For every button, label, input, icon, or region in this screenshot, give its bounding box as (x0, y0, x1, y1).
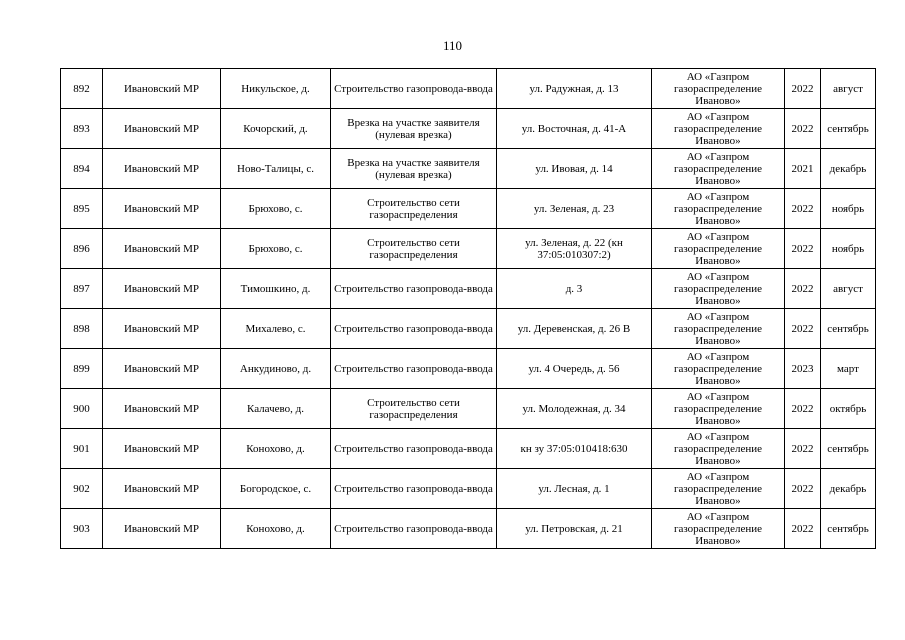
address-cell: ул. Лесная, д. 1 (497, 469, 652, 509)
settlement-cell: Анкудиново, д. (221, 349, 331, 389)
row-number-cell: 900 (61, 389, 103, 429)
work-type-cell: Строительство сети газораспределения (331, 229, 497, 269)
district-cell: Ивановский МР (103, 389, 221, 429)
address-cell: ул. Деревенская, д. 26 В (497, 309, 652, 349)
address-cell: кн зу 37:05:010418:630 (497, 429, 652, 469)
row-number-cell: 897 (61, 269, 103, 309)
row-number-cell: 894 (61, 149, 103, 189)
work-type-cell: Строительство газопровода-ввода (331, 469, 497, 509)
district-cell: Ивановский МР (103, 429, 221, 469)
settlement-cell: Конохово, д. (221, 509, 331, 549)
month-cell: декабрь (821, 469, 876, 509)
work-type-cell: Врезка на участке заявителя (нулевая врезка) (331, 149, 497, 189)
district-cell: Ивановский МР (103, 309, 221, 349)
settlement-cell: Ново-Талицы, с. (221, 149, 331, 189)
row-number-cell: 898 (61, 309, 103, 349)
district-cell: Ивановский МР (103, 469, 221, 509)
work-type-cell: Строительство газопровода-ввода (331, 509, 497, 549)
month-cell: март (821, 349, 876, 389)
year-cell: 2022 (785, 509, 821, 549)
organization-cell: АО «Газпром газораспределение Иваново» (652, 229, 785, 269)
table-row (61, 509, 876, 549)
year-cell: 2022 (785, 469, 821, 509)
year-cell: 2022 (785, 189, 821, 229)
district-cell: Ивановский МР (103, 109, 221, 149)
work-type-cell: Строительство газопровода-ввода (331, 349, 497, 389)
settlement-cell: Кочорский, д. (221, 109, 331, 149)
work-type-cell: Строительство сети газораспределения (331, 389, 497, 429)
month-cell: сентябрь (821, 309, 876, 349)
year-cell: 2022 (785, 229, 821, 269)
address-cell: ул. Зеленая, д. 23 (497, 189, 652, 229)
settlement-cell: Тимошкино, д. (221, 269, 331, 309)
month-cell: сентябрь (821, 429, 876, 469)
year-cell: 2021 (785, 149, 821, 189)
row-number-cell: 901 (61, 429, 103, 469)
work-type-cell: Строительство газопровода-ввода (331, 69, 497, 109)
year-cell: 2022 (785, 389, 821, 429)
row-number-cell: 892 (61, 69, 103, 109)
district-cell: Ивановский МР (103, 509, 221, 549)
work-type-cell: Строительство газопровода-ввода (331, 269, 497, 309)
row-number-cell: 902 (61, 469, 103, 509)
month-cell: ноябрь (821, 229, 876, 269)
work-type-cell: Строительство сети газораспределения (331, 189, 497, 229)
month-cell: ноябрь (821, 189, 876, 229)
settlement-cell: Конохово, д. (221, 429, 331, 469)
work-type-cell: Врезка на участке заявителя (нулевая врезка) (331, 109, 497, 149)
organization-cell: АО «Газпром газораспределение Иваново» (652, 469, 785, 509)
month-cell: октябрь (821, 389, 876, 429)
organization-cell: АО «Газпром газораспределение Иваново» (652, 149, 785, 189)
address-cell: ул. 4 Очередь, д. 56 (497, 349, 652, 389)
table-body (61, 69, 876, 549)
page-number: 110 (442, 38, 463, 53)
row-number-cell: 893 (61, 109, 103, 149)
month-cell: декабрь (821, 149, 876, 189)
table-row (61, 69, 876, 109)
settlement-cell: Богородское, с. (221, 469, 331, 509)
district-cell: Ивановский МР (103, 189, 221, 229)
settlement-cell: Брюхово, с. (221, 229, 331, 269)
table-row (61, 429, 876, 469)
address-cell: ул. Восточная, д. 41-А (497, 109, 652, 149)
district-cell: Ивановский МР (103, 269, 221, 309)
row-number-cell: 896 (61, 229, 103, 269)
table-row (61, 149, 876, 189)
year-cell: 2022 (785, 429, 821, 469)
organization-cell: АО «Газпром газораспределение Иваново» (652, 429, 785, 469)
district-cell: Ивановский МР (103, 69, 221, 109)
month-cell: сентябрь (821, 509, 876, 549)
table-row (61, 309, 876, 349)
district-cell: Ивановский МР (103, 229, 221, 269)
organization-cell: АО «Газпром газораспределение Иваново» (652, 309, 785, 349)
year-cell: 2022 (785, 309, 821, 349)
address-cell: ул. Ивовая, д. 14 (497, 149, 652, 189)
year-cell: 2023 (785, 349, 821, 389)
settlement-cell: Калачево, д. (221, 389, 331, 429)
year-cell: 2022 (785, 69, 821, 109)
settlement-cell: Никульское, д. (221, 69, 331, 109)
organization-cell: АО «Газпром газораспределение Иваново» (652, 509, 785, 549)
address-cell: ул. Петровская, д. 21 (497, 509, 652, 549)
work-type-cell: Строительство газопровода-ввода (331, 429, 497, 469)
district-cell: Ивановский МР (103, 349, 221, 389)
year-cell: 2022 (785, 109, 821, 149)
table-row (61, 229, 876, 269)
settlement-cell: Михалево, с. (221, 309, 331, 349)
year-cell: 2022 (785, 269, 821, 309)
row-number-cell: 899 (61, 349, 103, 389)
table-row (61, 349, 876, 389)
organization-cell: АО «Газпром газораспределение Иваново» (652, 69, 785, 109)
district-cell: Ивановский МР (103, 149, 221, 189)
organization-cell: АО «Газпром газораспределение Иваново» (652, 109, 785, 149)
address-cell: д. 3 (497, 269, 652, 309)
month-cell: август (821, 69, 876, 109)
table-row (61, 109, 876, 149)
address-cell: ул. Зеленая, д. 22 (кн 37:05:010307:2) (497, 229, 652, 269)
table-row (61, 189, 876, 229)
gasification-table (60, 68, 876, 549)
address-cell: ул. Радужная, д. 13 (497, 69, 652, 109)
work-type-cell: Строительство газопровода-ввода (331, 309, 497, 349)
organization-cell: АО «Газпром газораспределение Иваново» (652, 189, 785, 229)
table-row (61, 389, 876, 429)
organization-cell: АО «Газпром газораспределение Иваново» (652, 389, 785, 429)
row-number-cell: 903 (61, 509, 103, 549)
organization-cell: АО «Газпром газораспределение Иваново» (652, 349, 785, 389)
settlement-cell: Брюхово, с. (221, 189, 331, 229)
row-number-cell: 895 (61, 189, 103, 229)
table-row (61, 469, 876, 509)
month-cell: август (821, 269, 876, 309)
table-row (61, 269, 876, 309)
month-cell: сентябрь (821, 109, 876, 149)
address-cell: ул. Молодежная, д. 34 (497, 389, 652, 429)
organization-cell: АО «Газпром газораспределение Иваново» (652, 269, 785, 309)
